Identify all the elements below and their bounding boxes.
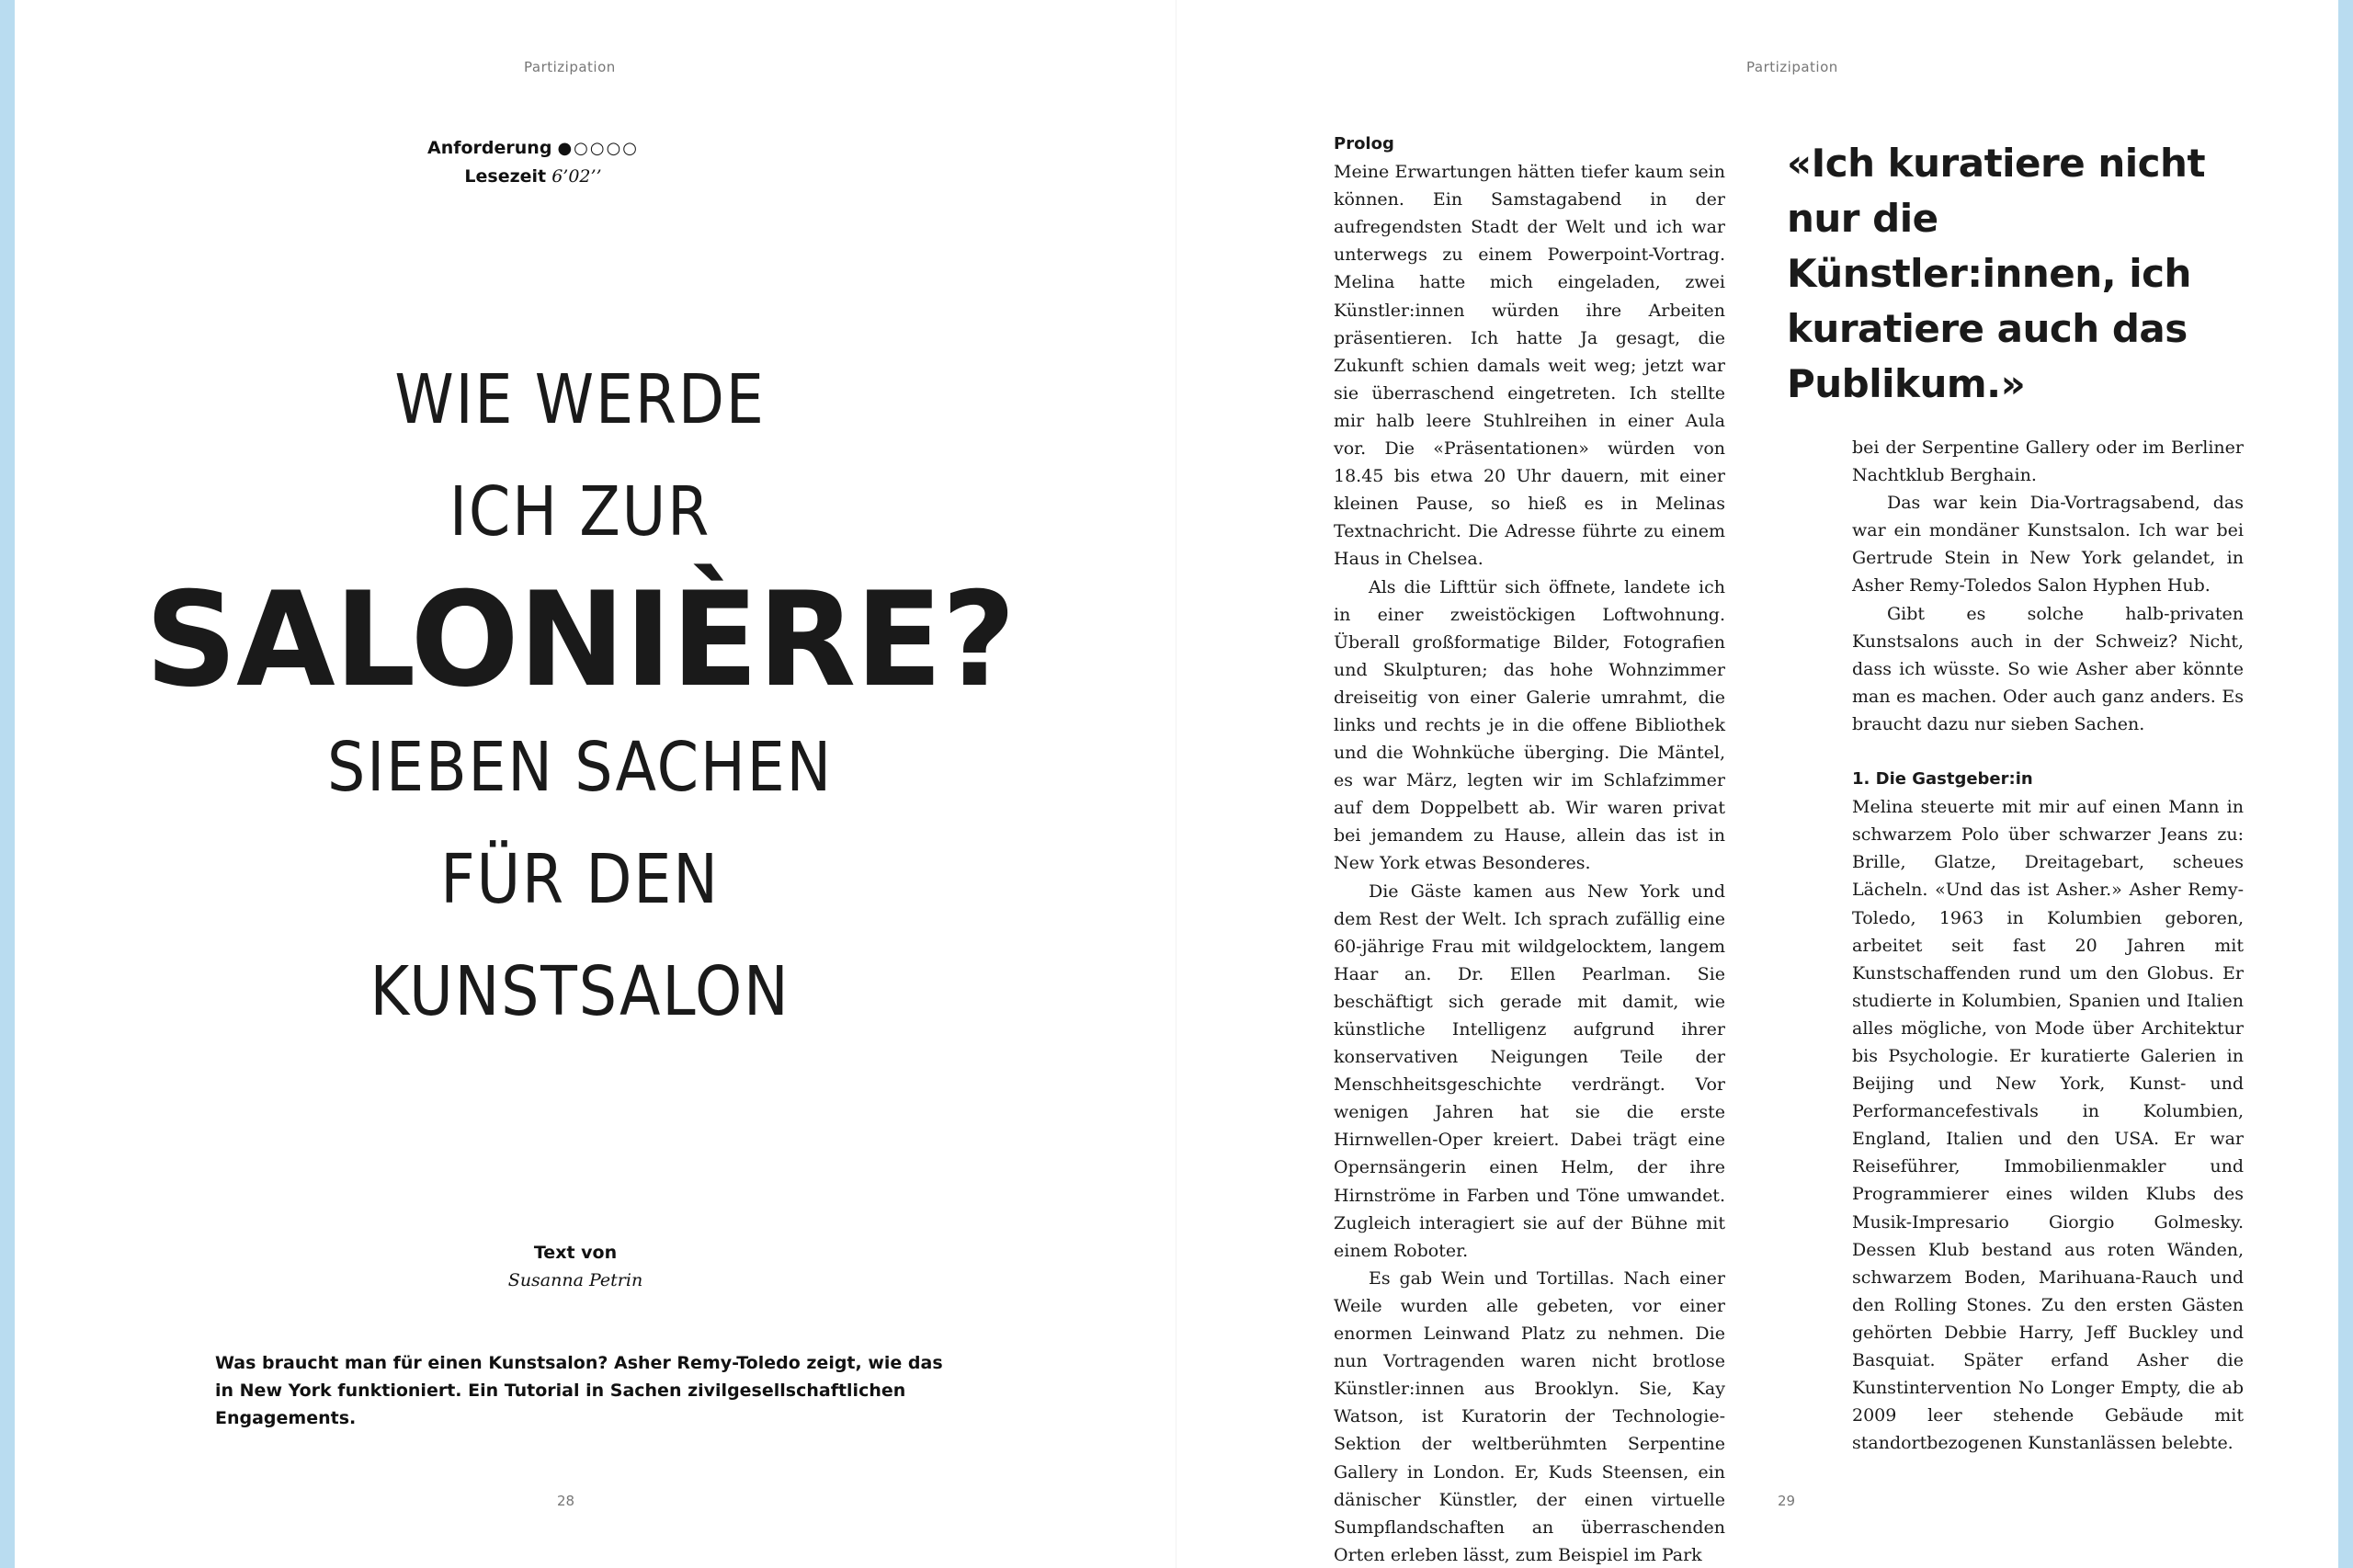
body-paragraph: Meine Erwartungen hätten tiefer kaum sein können. Ein Samstagabend in der aufregendsten Stadt der Welt und ich war unterwegs zu einem Powerpoint-Vortrag. Melina hatte mich eingeladen, zwei Künstler:innen würden ihre Arbeiten präsentieren. Ich hatte Ja gesagt, die Zukunft schien damals weit weg; jetzt war sie überraschend eingetreten. Ich stellte mir halb leere Stuhlreihen in einer Aula vor. Die «Präsentationen» würden von 18.45 bis etwa 20 Uhr dauern, mit einer kleinen Pause, so hieß es in Melinas Textnachricht. Die Adresse führte zu einem Haus in Chelsea.	[1334, 162, 1725, 570]
headline-line-4: SIEBEN SACHEN	[326, 728, 834, 807]
lead-paragraph: Was braucht man für einen Kunstsalon? Asher Remy-Toledo zeigt, wie das in New York funktioniert. Ein Tutorial in Sachen zivilgesellschaftlichen Engagements.	[215, 1353, 943, 1428]
body-paragraph: Die Gäste kamen aus New York und dem Rest der Welt. Ich sprach zufällig eine 60-jährige Frau mit wildgelocktem, langem Haar an. Dr. Ellen Pearlman. Sie beschäftigt sich gerade mit damit, wie künstliche Intelligenz aufgrund ihrer konservativen Neigungen Teile der Menschheitsgeschichte verdrängt. Vor wenigen Jahren hat sie die erste Hirnwellen-Oper kreiert. Dabei trägt eine Opernsängerin einen Helm, der ihre Hirnströme in Farben und Töne umwandet. Zugleich interagiert sie auf der Bühne mit einem Roboter.	[1334, 881, 1725, 1261]
body-paragraph: Es gab Wein und Tortillas. Nach einer Weile wurden alle gebeten, vor einer enormen Leinwand Platz zu nehmen. Die nun Vortragenden waren nicht brotlose Künstler:innen aus Brooklyn. Sie, Kay Watson, ist Kuratorin der Technologie-Sektion der weltberühmten Serpentine Gallery in London. Er, Kuds Steensen, ein dänischer Künstler, der einen virtuelle Sumpflandschaften an überraschenden Orten erleben lässt, zum Beispiel im Park	[1334, 1267, 1725, 1565]
reading-time-row	[276, 163, 790, 190]
article-meta	[276, 134, 790, 190]
right-frame-border	[2338, 0, 2353, 1568]
headline-line-5: FÜR DEN	[440, 840, 720, 919]
page-number-right: 29	[1778, 1493, 1796, 1509]
section-heading-prolog: Prolog	[1334, 134, 1394, 153]
difficulty-label: Anforderung	[426, 138, 552, 158]
left-page	[15, 0, 1176, 1568]
body-paragraph: Melina steuerte mit mir auf einen Mann in schwarzem Polo über schwarzer Jeans zu: Brille, Glatze, Dreitagebart, scheues Lächeln. «Und das ist Asher.» Asher Remy-Toledo, 1963 in Kolumbien geboren, arbeitet seit fast 20 Jahren mit Kunstschaffenden rund um den Globus. Er studierte in Kolumbien, Spanien und Italien alles mögliche, von Mode über Architektur bis Psychologie. Er kuratierte Galerien in Beijing und New York, Kunst- und Performancefestivals in Kolumbien, England, Italien und den USA. Er war Reiseführer, Immobilienmakler und Programmierer eines wilden Klubs des Musik-Impresario Giorgio Golmesky. Dessen Klub bestand aus roten Wänden, schwarzem Boden, Marihuana-Rauch und den Rolling Stones. Zu den ersten Gästen gehörten Debbie Harry, Jeff Buckley und Basquiat. Später erfand Asher die Kunstintervention No Longer Empty, die ab 2009 leer stehende Gebäude mit standortbezogenen Kunstanlässen belebte.	[1852, 797, 2244, 1454]
byline	[364, 1239, 787, 1294]
difficulty-row	[276, 134, 790, 163]
body-paragraph: Als die Lifttür sich öffnete, landete ich in einer zweistöckigen Loftwohnung. Überall großformatige Bilder, Fotografien und Skulpturen; das hohe Wohnzimmer dreiseitig von einer Galerie umrahmt, die links und rechts je in die offene Bibliothek und die Wohnküche überging. Die Mäntel, es war März, legten wir im Schlafzimmer auf dem Doppelbett ab. Wir waren privat bei jemandem zu Hause, allein das ist in New York etwas Besonderes.	[1334, 576, 1725, 874]
headline-line-1: WIE WERDE	[394, 360, 766, 439]
body-paragraph: bei der Serpentine Gallery oder im Berliner Nachtklub Berghain.	[1852, 437, 2244, 486]
body-paragraph: Gibt es solche halb-privaten Kunstsalons auch in der Schweiz? Nicht, dass ich wüsste. So wie Asher aber könnte man es machen. Oder auch ganz anders. Es braucht dazu nur sieben Sachen.	[1852, 603, 2244, 734]
byline-label: Text von	[533, 1243, 618, 1263]
section-heading-gastgeber: 1. Die Gastgeber:in	[1852, 769, 2033, 790]
headline-line-6: KUNSTSALON	[369, 952, 790, 1031]
byline-author: Susanna Petrin	[507, 1270, 643, 1290]
article-headline	[51, 344, 1108, 1048]
pull-quote: «Ich kuratiere nicht nur die Künstler:innen, ich kuratiere auch das Publikum.»	[1787, 141, 2206, 406]
reading-time-value: 6’02’’	[551, 166, 602, 187]
left-frame-border	[0, 0, 15, 1568]
headline-line-3: SALONIÈRE?	[144, 564, 1016, 716]
reading-time-label: Lesezeit	[464, 166, 547, 187]
headline-line-2: ICH ZUR	[449, 472, 711, 551]
body-column-2	[1852, 434, 2244, 1457]
body-paragraph: Das war kein Dia-Vortragsabend, das war ein mondäner Kunstsalon. Ich war bei Gertrude Stein in New York gelandet, in Asher Remy-Toledos Salon Hyphen Hub.	[1852, 493, 2244, 597]
page-number-left: 28	[557, 1493, 575, 1509]
running-head-right: Partizipation	[1746, 59, 1838, 75]
body-column-1	[1334, 131, 1725, 1568]
running-head-left: Partizipation	[524, 59, 616, 75]
difficulty-dots: ●○○○○	[557, 139, 639, 158]
paragraph-gap	[1852, 738, 2244, 766]
